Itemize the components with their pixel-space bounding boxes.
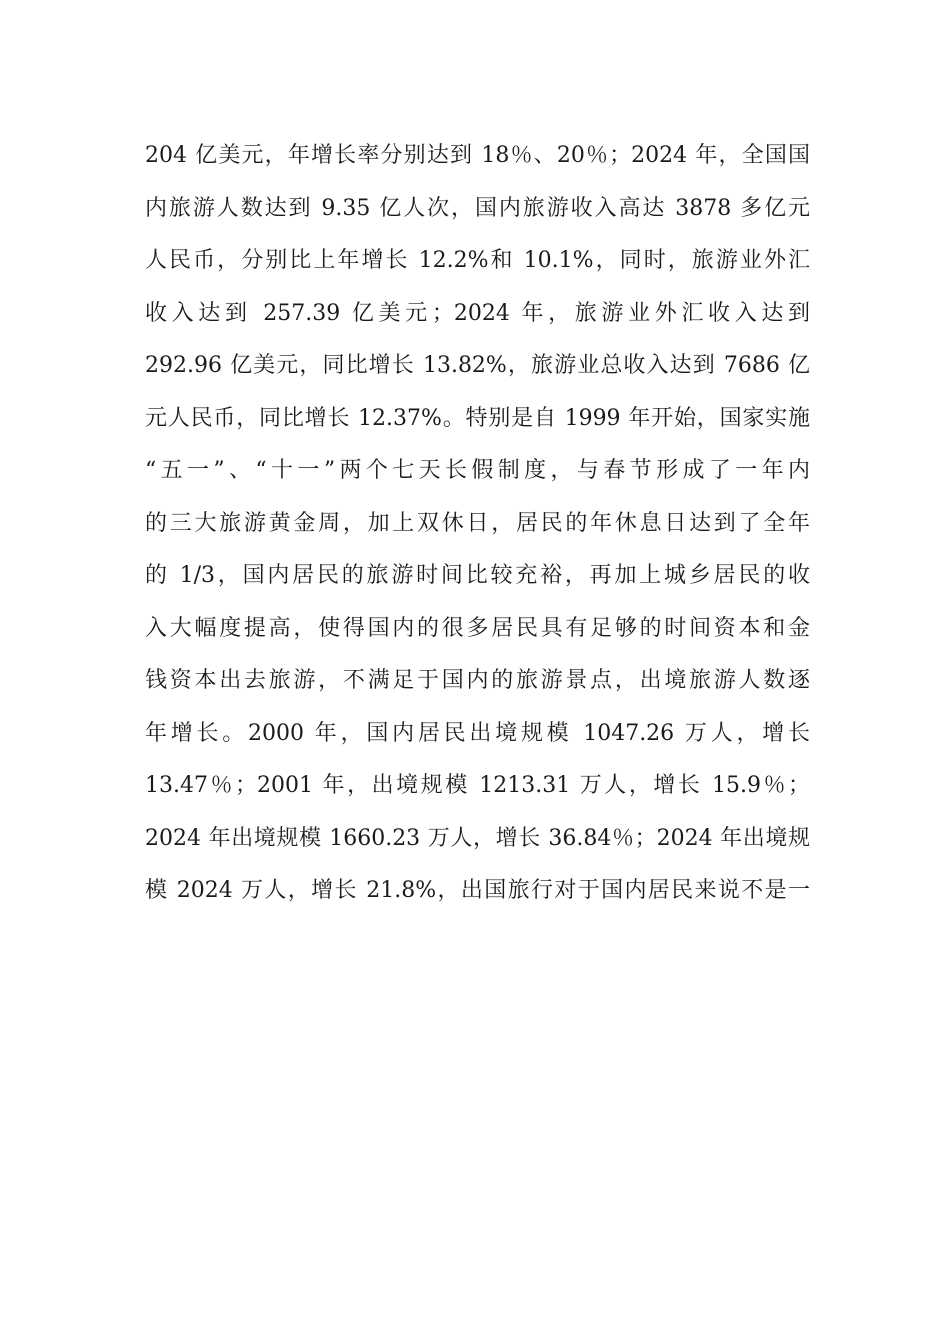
text-line: 204 亿美元，年增长率分别达到 18％、20％；2024 年，全国国 [145,143,810,168]
text-line: 年增长。2000 年，国内居民出境规模 1047.26 万人，增长 [145,720,810,746]
text-line: 人民币，分别比上年增长 12.2%和 10.1%，同时，旅游业外汇 [145,248,810,273]
text-line: 13.47％；2001 年，出境规模 1213.31 万人，增长 15.9％； [145,773,810,798]
text-line: 收入达到 257.39 亿美元；2024 年，旅游业外汇收入达到 [145,300,810,326]
body-paragraph [145,130,810,918]
text-line: 的 1/3，国内居民的旅游时间比较充裕，再加上城乡居民的收 [145,563,810,588]
text-line: 模 2024 万人，增长 21.8%，出国旅行对于国内居民来说不是一 [145,878,810,903]
text-line: 内旅游人数达到 9.35 亿人次，国内旅游收入高达 3878 多亿元 [145,195,810,221]
text-line: “五一”、“十一”两个七天长假制度，与春节形成了一年内 [145,458,810,483]
text-line: 钱资本出去旅游，不满足于国内的旅游景点，出境旅游人数逐 [145,668,810,693]
text-line: 的三大旅游黄金周，加上双休日，居民的年休息日达到了全年 [145,510,810,536]
text-line: 2024 年出境规模 1660.23 万人，增长 36.84％；2024 年出境规 [145,825,810,851]
text-line: 元人民币，同比增长 12.37%。特别是自 1999 年开始，国家实施 [145,405,810,431]
text-line: 292.96 亿美元，同比增长 13.82%，旅游业总收入达到 7686 亿 [145,353,810,378]
text-line: 入大幅度提高，使得国内的很多居民具有足够的时间资本和金 [145,615,810,641]
